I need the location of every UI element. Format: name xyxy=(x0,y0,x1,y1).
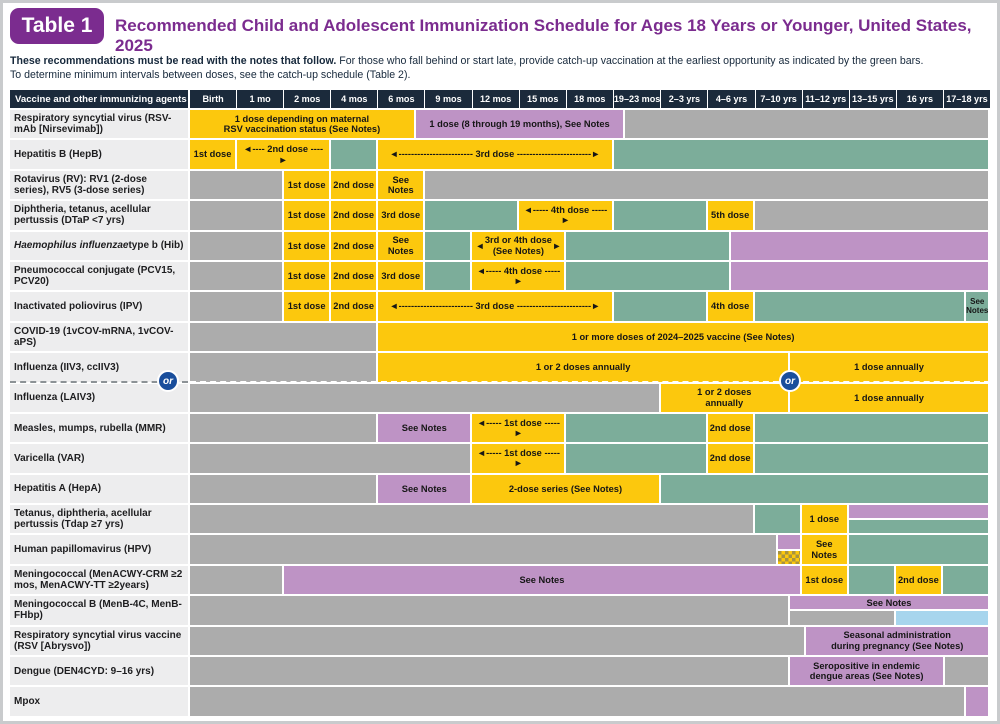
schedule-cell: 1 or 2 doses annually xyxy=(661,384,788,412)
row-label: Pneumococcal conjugate (PCV15, PCV20) xyxy=(10,262,188,290)
row-bars xyxy=(190,232,990,260)
schedule-cell: 1st dose xyxy=(802,566,847,594)
row-label: Measles, mumps, rubella (MMR) xyxy=(10,414,188,442)
schedule-cell: See Notes xyxy=(378,475,470,503)
schedule-cell xyxy=(614,201,706,229)
schedule-cell xyxy=(966,687,988,715)
row-bars xyxy=(190,566,990,594)
row-label: Diphtheria, tetanus, acellular pertussis (DTaP <7 yrs) xyxy=(10,201,188,229)
column-header: 13–15 yrs xyxy=(849,90,896,108)
schedule-cell xyxy=(190,232,282,260)
table-row xyxy=(10,323,990,351)
schedule-cell xyxy=(849,566,894,594)
schedule-cell xyxy=(190,627,804,655)
row-label: Hepatitis A (HepA) xyxy=(10,475,188,503)
schedule-cell: See Notes xyxy=(378,171,423,199)
schedule-cell: 1 dose annually xyxy=(790,353,988,381)
schedule-cell xyxy=(425,201,517,229)
notes-block xyxy=(10,55,970,83)
row-label: Haemophilus influenzae type b (Hib) xyxy=(10,232,188,260)
table-row xyxy=(10,566,990,594)
table-row xyxy=(10,475,990,503)
schedule-cell: ◄---- 2nd dose ----► xyxy=(237,140,329,168)
schedule-cell xyxy=(943,566,988,594)
column-header: 15 mos xyxy=(519,90,566,108)
schedule-cell xyxy=(190,384,659,412)
schedule-cell xyxy=(190,323,376,351)
schedule-cell: 2nd dose xyxy=(331,201,376,229)
schedule-cell xyxy=(790,611,894,624)
row-bars xyxy=(190,110,990,138)
row-bars xyxy=(190,140,990,168)
schedule-cell xyxy=(190,171,282,199)
row-bars xyxy=(190,414,990,442)
schedule-cell xyxy=(755,292,965,320)
schedule-cell: See Notes xyxy=(284,566,800,594)
schedule-cell xyxy=(190,566,282,594)
schedule-cell xyxy=(190,201,282,229)
row-label: Dengue (DEN4CYD: 9–16 yrs) xyxy=(10,657,188,685)
schedule-cell: 3rd dose xyxy=(378,201,423,229)
row-bars xyxy=(190,475,990,503)
schedule-cell xyxy=(190,444,470,472)
row-label: Rotavirus (RV): RV1 (2-dose series), RV5 (3-dose series) xyxy=(10,171,188,199)
table-row xyxy=(10,201,990,229)
schedule-cell xyxy=(190,475,376,503)
schedule-cell xyxy=(731,232,988,260)
table-row xyxy=(10,171,990,199)
schedule-cell xyxy=(190,414,376,442)
schedule-cell: Seasonal administration during pregnancy (See Notes) xyxy=(806,627,988,655)
schedule-cell xyxy=(849,520,988,533)
schedule-cell xyxy=(566,414,705,442)
schedule-cell xyxy=(755,505,800,533)
schedule-cell: 2nd dose xyxy=(331,232,376,260)
column-header: Birth xyxy=(190,90,236,108)
schedule-cell xyxy=(614,140,988,168)
schedule-cell xyxy=(425,262,470,290)
column-header: 17–18 yrs xyxy=(943,90,990,108)
notes-rest-text: For those who fall behind or start late, provide catch-up vaccination at the earliest opportunity as indicated by the green bars. xyxy=(336,55,924,67)
schedule-cell: 1st dose xyxy=(190,140,235,168)
schedule-cell xyxy=(190,687,964,715)
column-header: 18 mos xyxy=(566,90,613,108)
schedule-cell: See Notes xyxy=(802,535,847,563)
schedule-cell: 1st dose xyxy=(284,232,329,260)
schedule-cell: See Notes xyxy=(378,232,423,260)
row-label: Human papillomavirus (HPV) xyxy=(10,535,188,563)
schedule-cell: 3rd dose xyxy=(378,262,423,290)
row-label: Inactivated poliovirus (IPV) xyxy=(10,292,188,320)
schedule-cell: 4th dose xyxy=(708,292,753,320)
row-label: Hepatitis B (HepB) xyxy=(10,140,188,168)
schedule-cell: 5th dose xyxy=(708,201,753,229)
arrow-left-icon: ◄ xyxy=(475,240,485,251)
table-row xyxy=(10,292,990,320)
row-bars xyxy=(190,444,990,472)
table-row xyxy=(10,232,990,260)
schedule-cell xyxy=(849,505,988,518)
row-label: Varicella (VAR) xyxy=(10,444,188,472)
or-badge-right: or xyxy=(779,370,801,392)
row-bars xyxy=(190,627,990,655)
row-label: Mpox xyxy=(10,687,188,715)
row-bars xyxy=(190,323,990,351)
row-bars xyxy=(190,292,990,320)
column-header: 19–23 mos xyxy=(613,90,661,108)
table-row xyxy=(10,140,990,168)
notes-line-2: To determine minimum intervals between doses, see the catch-up schedule (Table 2). xyxy=(10,68,411,81)
schedule-cell: 2nd dose xyxy=(331,171,376,199)
table-row xyxy=(10,657,990,685)
column-header: 12 mos xyxy=(472,90,519,108)
column-header: 4–6 yrs xyxy=(707,90,754,108)
schedule-cell: See Notes xyxy=(790,596,988,609)
row-label: Meningococcal (MenACWY-CRM ≥2 mos, MenACWY-TT ≥2years) xyxy=(10,566,188,594)
schedule-cell: ◄----- 4th dose -----► xyxy=(472,262,564,290)
row-bars xyxy=(190,505,990,533)
schedule-cell: See Notes xyxy=(378,414,470,442)
row-label: Meningococcal B (MenB-4C, MenB-FHbp) xyxy=(10,596,188,624)
table-row xyxy=(10,262,990,290)
corner-header: Vaccine and other immunizing agents xyxy=(10,90,188,108)
schedule-cell: 2nd dose xyxy=(331,262,376,290)
schedule-cell: ◄ 3rd or 4th dose (See Notes) ► xyxy=(472,232,564,260)
or-divider-right xyxy=(190,381,990,383)
schedule-cell: 1 dose (8 through 19 months), See Notes xyxy=(416,110,623,138)
schedule-cell xyxy=(190,292,282,320)
row-bars xyxy=(190,535,990,563)
row-bars xyxy=(190,384,990,412)
row-label: Respiratory syncytial virus (RSV-mAb [Nirsevimab]) xyxy=(10,110,188,138)
row-bars xyxy=(190,262,990,290)
row-bars xyxy=(190,171,990,199)
table-row xyxy=(10,535,990,563)
schedule-cell xyxy=(190,657,788,685)
row-bars xyxy=(190,596,990,624)
schedule-table xyxy=(10,90,990,718)
column-header: 1 mo xyxy=(236,90,283,108)
schedule-cell xyxy=(190,535,776,563)
row-bars xyxy=(190,687,990,715)
table-row xyxy=(10,596,990,624)
schedule-cell xyxy=(190,596,788,624)
table-row xyxy=(10,505,990,533)
table-row xyxy=(10,687,990,715)
table-row xyxy=(10,384,990,412)
or-badge-left: or xyxy=(157,370,179,392)
schedule-cell: See Notes xyxy=(966,292,988,320)
schedule-cell xyxy=(731,262,988,290)
arrow-right-icon: ► xyxy=(552,240,562,251)
table-header-row xyxy=(10,90,990,108)
schedule-cell xyxy=(190,505,753,533)
schedule-cell xyxy=(614,292,706,320)
schedule-cell xyxy=(778,535,800,548)
schedule-cell: 2-dose series (See Notes) xyxy=(472,475,658,503)
schedule-cell: 1 dose xyxy=(802,505,847,533)
schedule-cell: 2nd dose xyxy=(896,566,941,594)
schedule-cell xyxy=(896,611,988,624)
notes-bold-text: These recommendations must be read with the notes that follow. xyxy=(10,55,337,67)
schedule-cell xyxy=(945,657,988,685)
column-header: 6 mos xyxy=(377,90,424,108)
schedule-cell: ◄----- 4th dose -----► xyxy=(519,201,611,229)
column-header: 7–10 yrs xyxy=(755,90,802,108)
schedule-cell: 1st dose xyxy=(284,292,329,320)
schedule-cell xyxy=(566,444,705,472)
schedule-cell xyxy=(755,414,988,442)
schedule-cell xyxy=(190,353,376,381)
schedule-cell: 2nd dose xyxy=(331,292,376,320)
table-number-badge: Table 1 xyxy=(10,8,104,44)
page-title: Recommended Child and Adolescent Immunization Schedule for Ages 18 Years or Younger, United States, 2025 xyxy=(115,16,972,55)
table-row xyxy=(10,110,990,138)
schedule-cell: 2nd dose xyxy=(708,414,753,442)
schedule-cell: 1st dose xyxy=(284,201,329,229)
schedule-cell xyxy=(190,262,282,290)
row-label: Influenza (LAIV3) xyxy=(10,384,188,412)
schedule-cell xyxy=(566,232,729,260)
schedule-cell xyxy=(425,171,988,199)
table-row xyxy=(10,414,990,442)
notes-line-1 xyxy=(10,55,970,69)
row-label: Tetanus, diphtheria, acellular pertussis (Tdap ≥7 yrs) xyxy=(10,505,188,533)
schedule-cell: ◄----- 1st dose -----► xyxy=(472,444,564,472)
schedule-cell: ◄------------------------ 3rd dose ------------------------► xyxy=(378,140,611,168)
schedule-cell: ◄----- 1st dose -----► xyxy=(472,414,564,442)
column-header: 16 yrs xyxy=(896,90,943,108)
schedule-cell xyxy=(331,140,376,168)
schedule-cell xyxy=(425,232,470,260)
schedule-cell xyxy=(849,535,988,563)
table-row xyxy=(10,627,990,655)
column-header: 2–3 yrs xyxy=(660,90,707,108)
schedule-cell: 1 or 2 doses annually xyxy=(378,353,788,381)
schedule-cell xyxy=(625,110,988,138)
schedule-cell: 2nd dose xyxy=(708,444,753,472)
schedule-cell: 1st dose xyxy=(284,171,329,199)
table-row xyxy=(10,444,990,472)
schedule-cell xyxy=(755,201,988,229)
schedule-cell xyxy=(778,551,800,564)
schedule-cell: ◄------------------------ 3rd dose ------------------------► xyxy=(378,292,611,320)
schedule-cell: Seropositive in endemic dengue areas (See Notes) xyxy=(790,657,943,685)
row-bars xyxy=(190,353,990,381)
row-label: Influenza (IIV3, ccIIV3) xyxy=(10,353,188,381)
schedule-cell: 1 dose depending on maternal RSV vaccination status (See Notes) xyxy=(190,110,414,138)
schedule-cell: 1 dose annually xyxy=(790,384,988,412)
column-header: 9 mos xyxy=(424,90,471,108)
row-label: Respiratory syncytial virus vaccine (RSV [Abrysvo]) xyxy=(10,627,188,655)
table-rows xyxy=(10,110,990,716)
column-header: 11–12 yrs xyxy=(802,90,849,108)
column-header: 4 mos xyxy=(330,90,377,108)
column-header: 2 mos xyxy=(283,90,330,108)
row-bars xyxy=(190,657,990,685)
schedule-cell xyxy=(566,262,729,290)
row-label: COVID-19 (1vCOV-mRNA, 1vCOV-aPS) xyxy=(10,323,188,351)
column-headers xyxy=(190,90,990,108)
schedule-cell xyxy=(661,475,988,503)
schedule-cell xyxy=(755,444,988,472)
schedule-cell: 1 or more doses of 2024–2025 vaccine (See Notes) xyxy=(378,323,988,351)
row-bars xyxy=(190,201,990,229)
schedule-cell: 1st dose xyxy=(284,262,329,290)
